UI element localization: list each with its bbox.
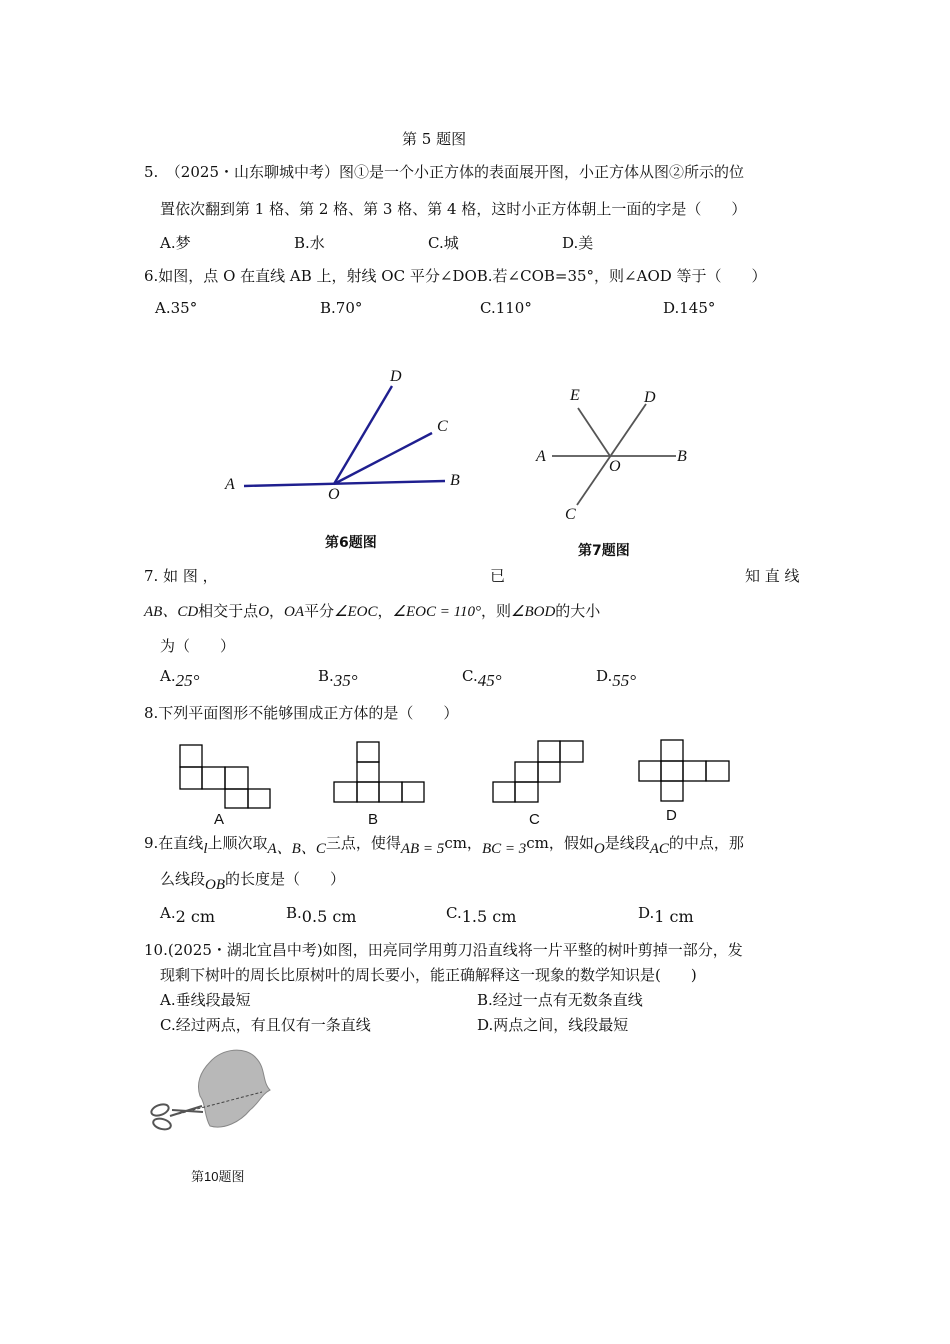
q6-option-b: B.70°: [320, 299, 363, 317]
q8-label-c: C: [529, 811, 540, 828]
q5-line2: 置依次翻到第 1 格、第 2 格、第 3 格、第 4 格，这时小正方体朝上一面的字是（ ）: [160, 200, 747, 218]
q7-line3: 为（ ）: [160, 637, 236, 655]
q7-option-b: B.35°: [318, 667, 358, 690]
q6-option-c: C.110°: [480, 299, 532, 317]
q9-line1: 9.在直线l上顺次取A、B、C三点，使得AB = 5cm，BC = 3cm，假如O是线段AC的中点，那: [144, 834, 744, 857]
q10-option-b: B.经过一点有无数条直线: [477, 991, 643, 1009]
fig6-label-o: O: [328, 486, 340, 503]
q10-option-c: C.经过两点，有且仅有一条直线: [160, 1016, 371, 1034]
q9-option-a: A.2 cm: [160, 904, 216, 926]
q10-option-a: A.垂线段最短: [160, 991, 251, 1009]
q10-line1: 10.(2025・湖北宜昌中考)如图，田亮同学用剪刀沿直线将一片平整的树叶剪掉一部分，发: [144, 941, 743, 959]
q7-option-a: A.25°: [160, 667, 200, 690]
q9-option-b: B.0.5 cm: [286, 904, 357, 926]
fig6-label-c: C: [437, 418, 448, 435]
q5-option-c: C.城: [428, 234, 459, 252]
fig6-label-a: A: [225, 476, 235, 493]
fig6-label-d: D: [390, 368, 402, 385]
q7-ab-cd: AB、CD: [144, 604, 199, 620]
q8-label-b: B: [368, 811, 379, 828]
q8-stem: 8.下列平面图形不能够围成正方体的是（ ）: [144, 704, 459, 722]
q6-option-d: D.145°: [663, 299, 716, 317]
fig5-caption: 第 5 题图: [402, 130, 467, 148]
q7-line2: AB、CD相交于点O，OA平分∠EOC，∠EOC = 110°，则∠BOD的大小: [144, 602, 601, 620]
q8-label-d: D: [666, 807, 677, 824]
fig7-label-d: D: [644, 389, 656, 406]
leaf-shape: [198, 1050, 270, 1127]
q5-option-a: A.梦: [160, 234, 191, 252]
q10-option-d: D.两点之间，线段最短: [477, 1016, 629, 1034]
q7-number: 7. 如 图 ，: [144, 567, 218, 585]
fig7-caption: 第7题图: [578, 543, 630, 559]
q9-option-d: D.1 cm: [638, 904, 694, 926]
q5-option-d: D.美: [562, 234, 594, 252]
fig6-caption: 第6题图: [325, 535, 377, 551]
q5-option-b: B.水: [294, 234, 325, 252]
scissors-icon: [150, 1102, 203, 1131]
q9-line2: 么线段OB的长度是（ ）: [160, 870, 346, 893]
fig10-caption: 第10题图: [191, 1169, 245, 1184]
fig7-label-c: C: [565, 506, 576, 523]
q7-word-zhixian: 知 直 线: [745, 567, 800, 585]
fig7-label-a: A: [536, 448, 546, 465]
q6-option-a: A.35°: [155, 299, 198, 317]
fig7-label-b: B: [677, 448, 687, 465]
fig7-label-e: E: [570, 387, 580, 404]
fig7-label-o: O: [609, 458, 621, 475]
q7-option-d: D.55°: [596, 667, 637, 690]
q7-word-yi: 已: [490, 567, 506, 585]
q6-stem: 6.如图，点 O 在直线 AB 上，射线 OC 平分∠DOB.若∠COB=35°，则∠AOD 等于（ ）: [144, 267, 767, 285]
q8-label-a: A: [214, 811, 225, 828]
q5-line1: 5. （2025・山东聊城中考）图①是一个小正方体的表面展开图，小正方体从图②所示的位: [144, 163, 744, 181]
q7-option-c: C.45°: [462, 667, 502, 690]
q9-option-c: C.1.5 cm: [446, 904, 517, 926]
fig6-label-b: B: [450, 472, 460, 489]
q10-line2: 现剩下树叶的周长比原树叶的周长要小，能正确解释这一现象的数学知识是( ): [160, 966, 697, 984]
